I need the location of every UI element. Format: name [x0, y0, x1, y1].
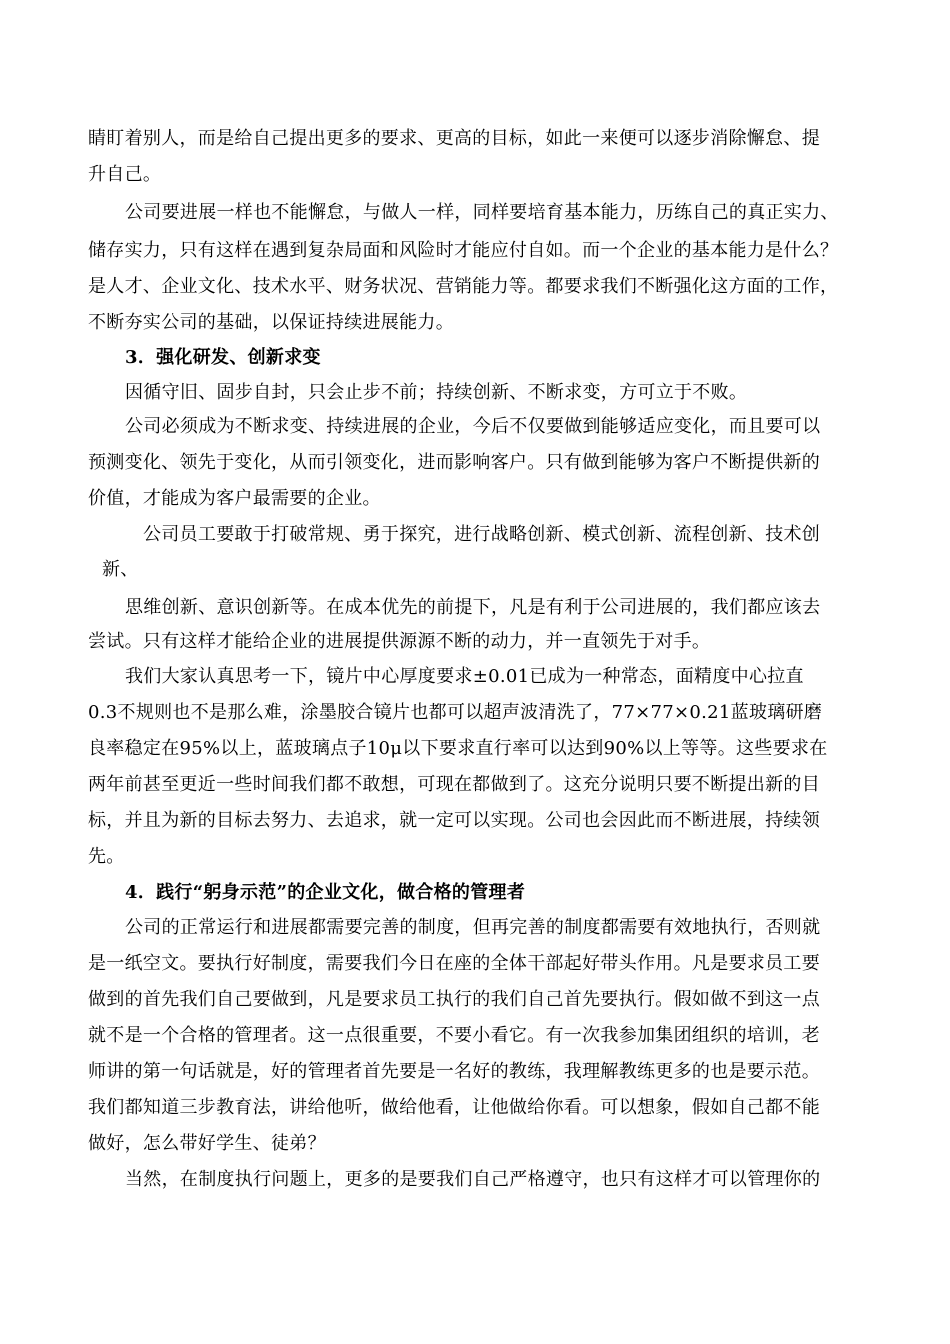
body-text-line: 我们都知道三步教育法，讲给他听，做给他看，让他做给你看。可以想象，假如自己都不能 — [88, 1097, 820, 1118]
body-text-line: 两年前甚至更近一些时间我们都不敢想，可现在都做到了。这充分说明只要不断提出新的目 — [88, 774, 820, 795]
body-text-line: 价值，才能成为客户最需要的企业。 — [88, 488, 381, 509]
body-text-line: 标，并且为新的目标去努力、去追求，就一定可以实现。公司也会因此而不断进展，持续领 — [88, 810, 820, 831]
section-heading: 4．践行“躬身示范”的企业文化，做合格的管理者 — [125, 882, 526, 903]
body-text-line: 升自己。 — [88, 164, 162, 185]
body-text-line: 是人才、企业文化、技术水平、财务状况、营销能力等。都要求我们不断强化这方面的工作， — [88, 276, 839, 297]
body-text-line: 就不是一个合格的管理者。这一点很重要，不要小看它。有一次我参加集团组织的培训，老 — [88, 1025, 820, 1046]
body-text-line: 不断夯实公司的基础，以保证持续进展能力。 — [88, 312, 454, 333]
section-heading: 3．强化研发、创新求变 — [125, 347, 321, 368]
body-text-line: 尝试。只有这样才能给企业的进展提供源源不断的动力，并一直领先于对手。 — [88, 631, 711, 652]
body-text-line: 先。 — [88, 846, 125, 867]
body-text-line: 因循守旧、固步自封，只会止步不前；持续创新、不断求变，方可立于不败。 — [125, 382, 748, 403]
body-text-line: 储存实力，只有这样在遇到复杂局面和风险时才能应付自如。而一个企业的基本能力是什么？ — [88, 240, 839, 261]
body-text-line: 公司员工要敢于打破常规、勇于探究，进行战略创新、模式创新、流程创新、技术创 — [143, 524, 821, 545]
body-text-line: 公司必须成为不断求变、持续进展的企业，今后不仅要做到能够适应变化，而且要可以 — [125, 416, 821, 437]
body-text-line: 师讲的第一句话就是，好的管理者首先要是一名好的教练，我理解教练更多的也是要示范。 — [88, 1061, 820, 1082]
body-text-line: 做到的首先我们自己要做到，凡是要求员工执行的我们自己首先要执行。假如做不到这一点 — [88, 989, 820, 1010]
body-text-line: 0.3不规则也不是那么难，涂墨胶合镜片也都可以超声波清洗了，77×77×0.21蓝玻璃研磨 — [88, 702, 823, 723]
body-text-line: 新、 — [102, 559, 139, 580]
body-text-line: 公司要进展一样也不能懈怠，与做人一样，同样要培育基本能力，历练自己的真正实力、 — [125, 202, 839, 223]
body-text-line: 我们大家认真思考一下，镜片中心厚度要求±0.01已成为一种常态，面精度中心拉直 — [125, 666, 804, 687]
body-text-line: 是一纸空文。要执行好制度，需要我们今日在座的全体干部起好带头作用。凡是要求员工要 — [88, 953, 820, 974]
body-text-line: 预测变化、领先于变化，从而引领变化，进而影响客户。只有做到能够为客户不断提供新的 — [88, 452, 820, 473]
body-text-line: 良率稳定在95%以上，蓝玻璃点子10μ以下要求直行率可以达到90%以上等等。这些要求在 — [88, 738, 828, 759]
body-text-line: 睛盯着别人，而是给自己提出更多的要求、更高的目标，如此一来便可以逐步消除懈怠、提 — [88, 128, 820, 149]
body-text-line: 公司的正常运行和进展都需要完善的制度，但再完善的制度都需要有效地执行，否则就 — [125, 917, 821, 938]
body-text-line: 思维创新、意识创新等。在成本优先的前提下，凡是有利于公司进展的，我们都应该去 — [125, 597, 821, 618]
body-text-line: 当然，在制度执行问题上，更多的是要我们自己严格遵守，也只有这样才可以管理你的 — [125, 1169, 821, 1190]
body-text-line: 做好，怎么带好学生、徒弟？ — [88, 1133, 326, 1154]
